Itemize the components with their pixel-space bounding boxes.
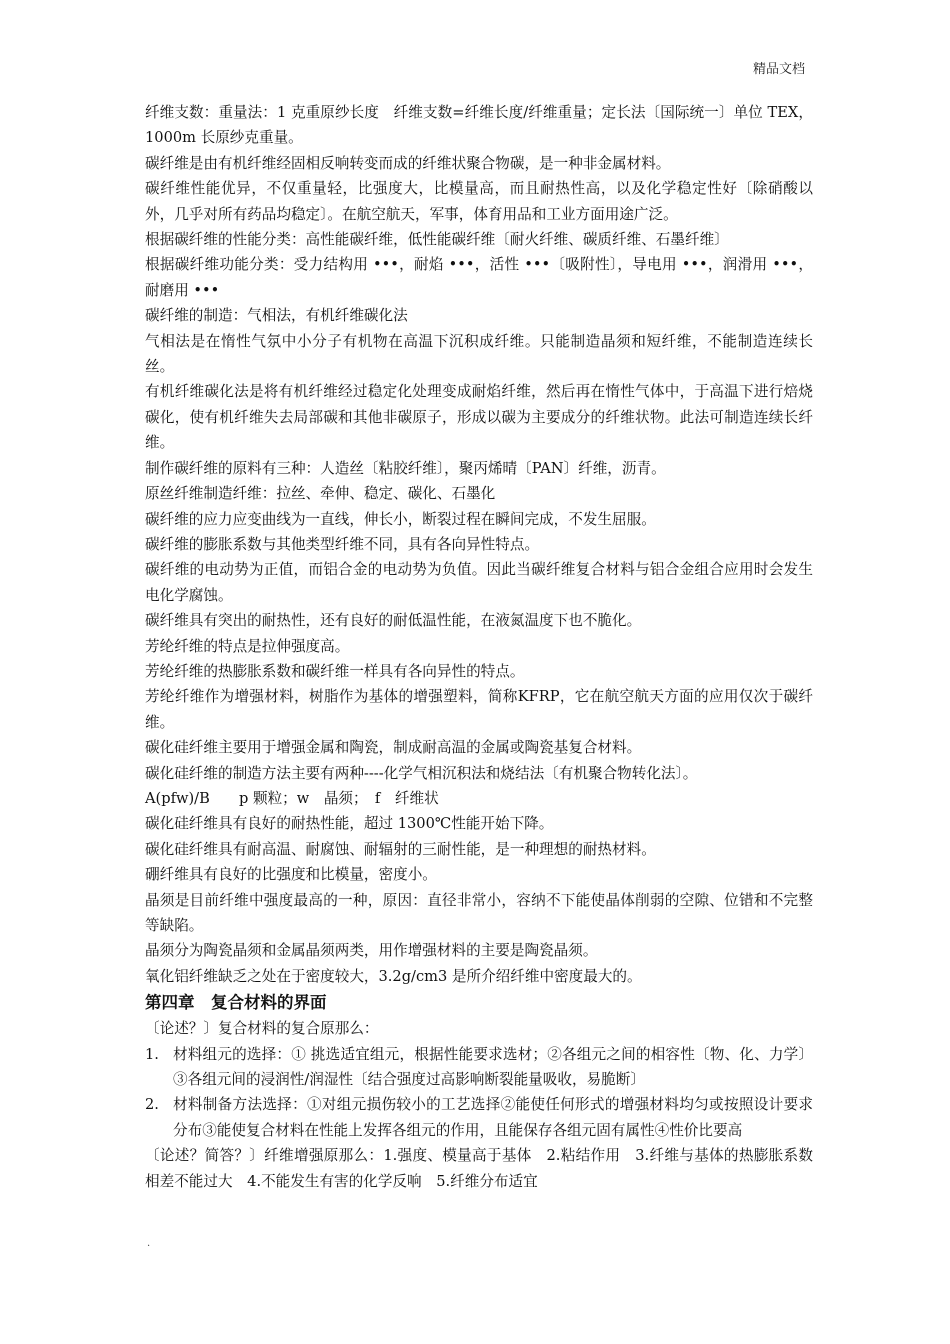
list-item <box>145 1042 813 1093</box>
list-item-text: 材料制备方法选择：①对组元损伤较小的工艺选择②能使任何形式的增强材料均匀或按照设计要求分布③能使复合材料在性能上发挥各组元的作用，且能保存各组元固有属性④性价比要高 <box>173 1096 813 1139</box>
list-item-number: 2. <box>145 1096 159 1114</box>
paragraph: 根据碳纤维的性能分类：高性能碳纤维，低性能碳纤维〔耐火纤维、碳质纤维、石墨纤维〕 <box>145 231 729 249</box>
paragraph: 根据碳纤维功能分类：受力结构用 •••，耐焰 •••，活性 •••〔吸附性〕，导电用 •••，润滑用 •••，耐磨用 ••• <box>145 256 813 299</box>
closing-paragraph: 〔论述？简答？〕纤维增强原那么：1.强度、模量高于基体 2.粘结作用 3.纤维与基体的热膨胀系数相差不能过大 4.不能发生有害的化学反响 5.纤维分布适宜 <box>145 1147 813 1190</box>
paragraph: 碳纤维具有突出的耐热性，还有良好的耐低温性能，在液氮温度下也不脆化。 <box>145 612 642 630</box>
paragraph: 氧化铝纤维缺乏之处在于密度较大，3.2g/cm3 是所介绍纤维中密度最大的。 <box>145 967 642 985</box>
paragraph: 芳纶纤维作为增强材料，树脂作为基体的增强塑料，简称KFRP，它在航空航天方面的应用仅次于碳纤维。 <box>145 688 813 731</box>
paragraph: 有机纤维碳化法是将有机纤维经过稳定化处理变成耐焰纤维，然后再在惰性气体中，于高温下进行焙烧碳化，使有机纤维失去局部碳和其他非碳原子，形成以碳为主要成分的纤维状物。此法可制造连续长纤维。 <box>145 383 813 452</box>
list-item-number: 1. <box>145 1045 159 1063</box>
paragraph: 碳纤维的应力应变曲线为一直线，伸长小，断裂过程在瞬间完成，不发生屈服。 <box>145 510 656 528</box>
paragraph: 碳纤维的电动势为正值，而铝合金的电动势为负值。因此当碳纤维复合材料与铝合金组合应用时会发生电化学腐蚀。 <box>145 561 813 604</box>
paragraph: 碳化硅纤维具有良好的耐热性能，超过 1300℃性能开始下降。 <box>145 815 554 833</box>
list-item-text: 材料组元的选择：① 挑选适宜组元，根据性能要求选材；②各组元之间的相容性〔物、化、力学〕③各组元间的浸润性/润湿性〔结合强度过高影响断裂能量吸收，易脆断〕 <box>173 1045 813 1089</box>
document-body <box>145 100 813 1194</box>
paragraph: 芳纶纤维的热膨胀系数和碳纤维一样具有各向异性的特点。 <box>145 662 525 680</box>
paragraph: 原丝纤维制造纤维：拉丝、牵伸、稳定、碳化、石墨化 <box>145 485 496 503</box>
chapter-heading: 第四章 复合材料的界面 <box>145 993 327 1013</box>
paragraph: 碳化硅纤维的制造方法主要有两种----化学气相沉积法和烧结法〔有机聚合物转化法〕。 <box>145 764 698 782</box>
paragraph: 碳化硅纤维主要用于增强金属和陶瓷，制成耐高温的金属或陶瓷基复合材料。 <box>145 739 642 757</box>
paragraph: 碳纤维性能优异，不仅重量轻，比强度大，比模量高，而且耐热性高，以及化学稳定性好〔除硝酸以外，几乎对所有药品均稳定〕。在航空航天，军事，体育用品和工业方面用途广泛。 <box>145 180 813 223</box>
paragraph: 碳纤维的膨胀系数与其他类型纤维不同，具有各向异性特点。 <box>145 535 540 553</box>
paragraph: 硼纤维具有良好的比强度和比模量，密度小。 <box>145 866 437 884</box>
paragraph: 制作碳纤维的原料有三种：人造丝〔粘胶纤维〕，聚丙烯晴〔PAN〕纤维，沥青。 <box>145 459 666 477</box>
paragraph: 晶须分为陶瓷晶须和金属晶须两类，用作增强材料的主要是陶瓷晶须。 <box>145 942 598 960</box>
paragraph: 碳化硅纤维具有耐高温、耐腐蚀、耐辐射的三耐性能，是一种理想的耐热材料。 <box>145 840 656 858</box>
page-header-label: 精品文档 <box>752 62 805 77</box>
list-item <box>145 1092 813 1143</box>
paragraph: 碳纤维的制造：气相法，有机纤维碳化法 <box>145 307 408 325</box>
paragraph: 碳纤维是由有机纤维经固相反响转变而成的纤维状聚合物碳，是一种非金属材料。 <box>145 154 671 172</box>
paragraph: 气相法是在惰性气氛中小分子有机物在高温下沉积成纤维。只能制造晶须和短纤维，不能制造连续长丝。 <box>145 332 813 376</box>
question-intro: 〔论述？〕复合材料的复合原那么： <box>145 1020 379 1038</box>
paragraph: 芳纶纤维的特点是拉伸强度高。 <box>145 637 350 655</box>
paragraph: 晶须是目前纤维中强度最高的一种，原因：直径非常小，容纳不下能使晶体削弱的空隙、位错和不完整等缺陷。 <box>145 891 813 934</box>
paragraph: A(pfw)/B p 颗粒；w 晶须； f 纤维状 <box>145 789 439 807</box>
footer-dot: . <box>147 1238 151 1249</box>
paragraph: 纤维支数：重量法：1 克重原纱长度 纤维支数=纤维长度/纤维重量；定长法〔国际统一〕单位 TEX，1000m 长原纱克重量。 <box>145 104 813 147</box>
